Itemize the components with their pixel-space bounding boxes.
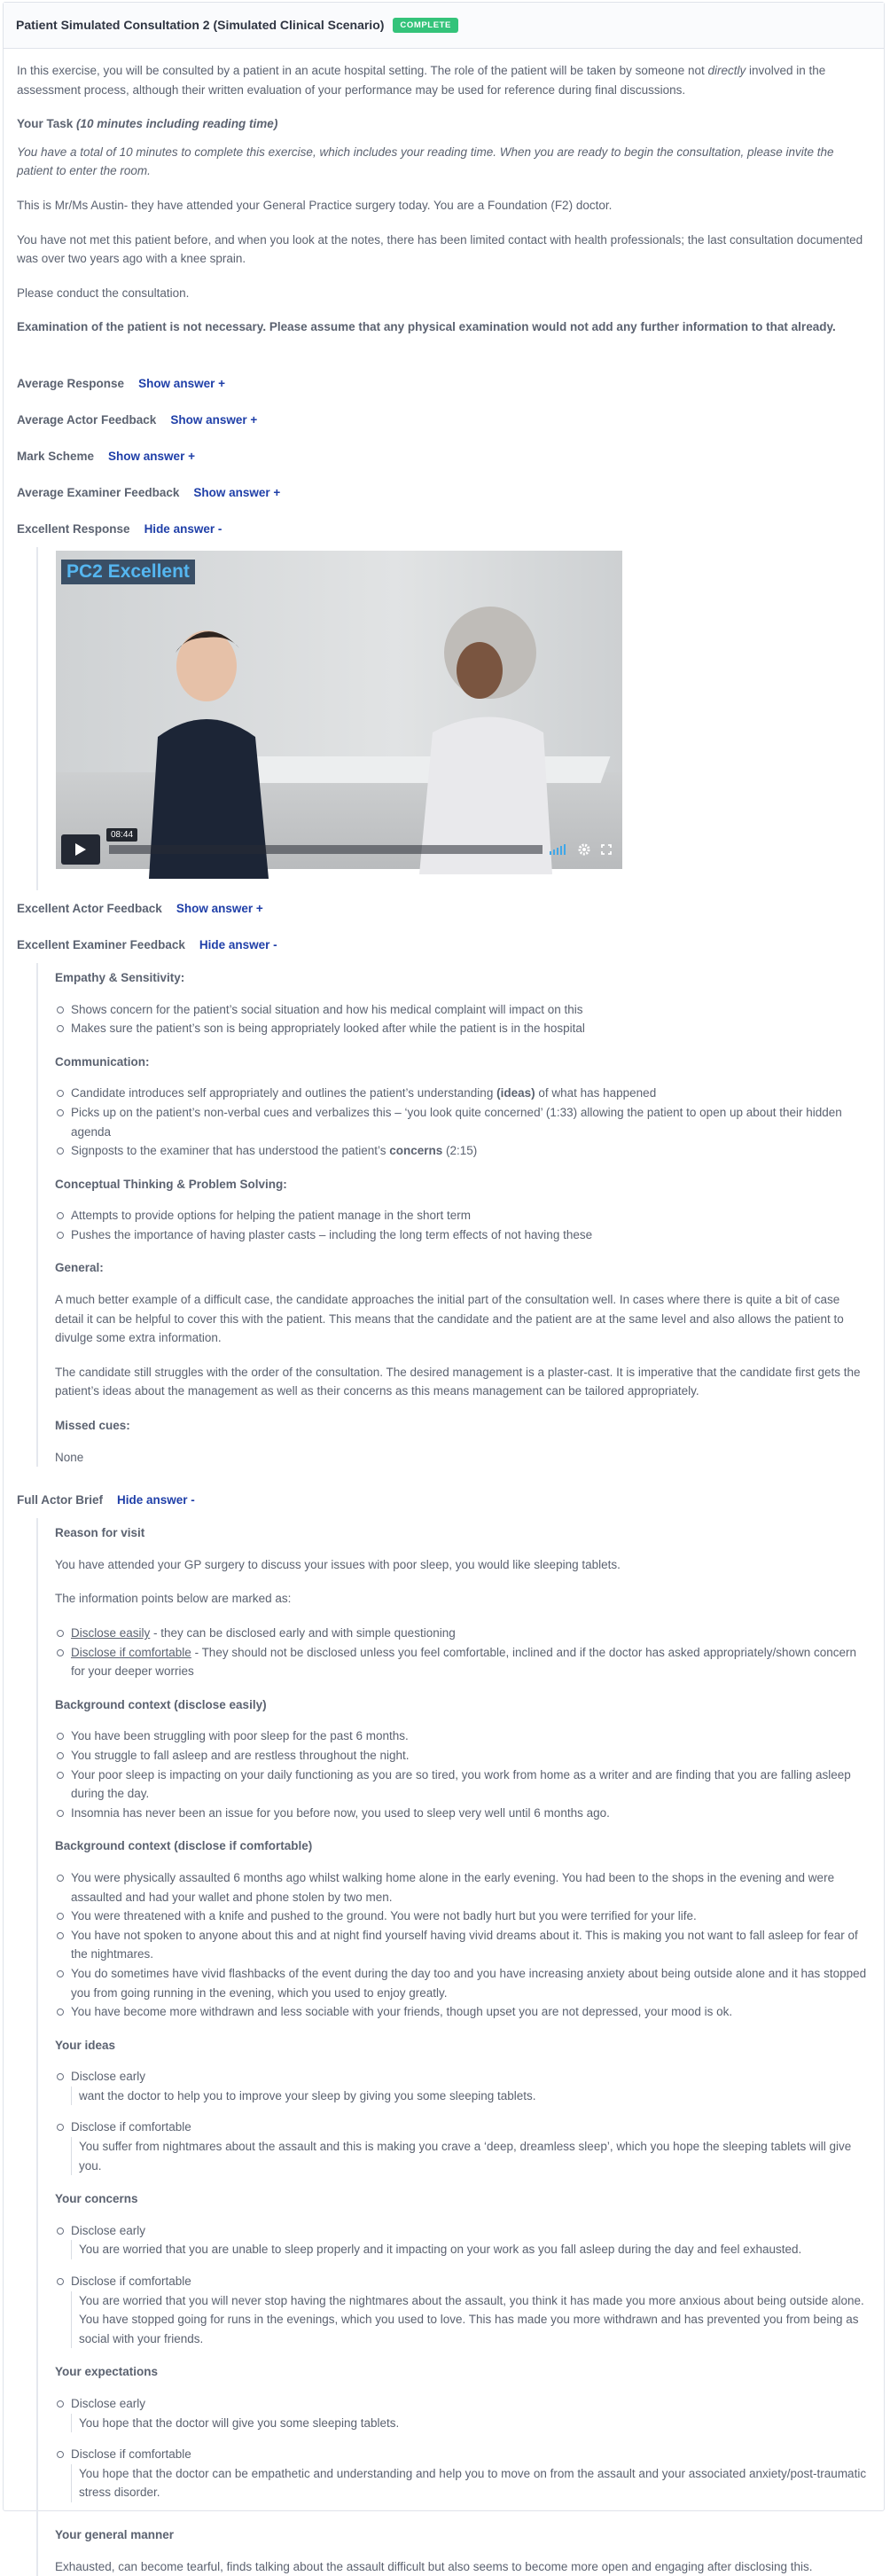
concerns-list	[55, 2221, 870, 2349]
list-item: You do sometimes have vivid flashbacks of the event during the day too and you have increasing anxiety about being outside alone and it has stopped you from going running in the evening, which you used to enjoy greatly.	[55, 1964, 870, 2002]
list-item: Disclose easily - they can be disclosed early and with simple questioning	[55, 1624, 870, 1643]
list-item: You have become more withdrawn and less sociable with your friends, though upset you are not depressed, your mood is ok.	[55, 2002, 870, 2022]
video-progress-bar[interactable]	[109, 829, 543, 854]
ideas-heading: Your ideas	[55, 2038, 116, 2052]
communication-list	[55, 1084, 870, 1160]
marked-text: The information points below are marked as:	[55, 1592, 292, 1606]
list-item: Pushes the importance of having plaster casts – including the long term effects of not having these	[55, 1225, 870, 1245]
ideas-list	[55, 2067, 870, 2175]
expectations-heading: Your expectations	[55, 2365, 159, 2379]
concerns-heading: Your concerns	[55, 2192, 138, 2206]
list-item: Disclose if comfortable - They should not be disclosed unless you feel comfortable, inclined and if the doctor has asked appropriately/shown concern for your deeper worries	[55, 1643, 870, 1681]
general-heading: General:	[55, 1261, 104, 1275]
instruction-text: Please conduct the consultation.	[17, 286, 190, 300]
examiner-feedback-panel	[36, 963, 870, 1467]
notes-text: You have not met this patient before, and when you look at the notes, there has been limited contact with health professionals; the last consultation documented was over two years ago with a knee sprain.	[17, 232, 863, 266]
list-item: You have been struggling with poor sleep for the past 6 months.	[55, 1726, 870, 1746]
actor-brief-toggle[interactable]: Hide answer -	[117, 1492, 195, 1507]
list-item: You are worried that you are unable to sleep properly and it impacting on your work as you fall asleep during the day and feel exhausted.	[79, 2243, 802, 2257]
expectations-list	[55, 2394, 870, 2502]
card-header	[4, 3, 884, 49]
average-actor-label: Average Actor Feedback	[17, 412, 157, 427]
mark-scheme-toggle[interactable]: Show answer +	[108, 449, 195, 463]
general-paragraph: The candidate still struggles with the order of the consultation. The desired management is a plaster-cast. It is imperative that the candidate first gets the patient’s ideas about the management as well as their concerns as this means management can be tailored appropriately.	[55, 1365, 861, 1398]
average-examiner-label: Average Examiner Feedback	[17, 485, 180, 499]
task-heading: Your Task (10 minutes including reading time)	[17, 117, 278, 131]
list-item: Picks up on the patient’s non-verbal cues and verbalizes this – ‘you look quite concerned’ (1:33) allowing the patient to open up about their hidden agenda	[55, 1103, 870, 1141]
empathy-list	[55, 1000, 870, 1038]
average-examiner-toggle[interactable]: Show answer +	[193, 485, 281, 499]
missed-cues-heading: Missed cues:	[55, 1419, 130, 1433]
list-item: Shows concern for the patient’s social situation and how his medical complaint will impact on this	[55, 1000, 870, 1020]
excellent-response-row	[17, 511, 870, 547]
actor-brief-row	[17, 1482, 870, 1518]
conceptual-heading: Conceptual Thinking & Problem Solving:	[55, 1177, 287, 1191]
card-body	[4, 49, 884, 2576]
excellent-response-toggle[interactable]: Hide answer -	[144, 521, 222, 536]
volume-icon[interactable]	[550, 844, 566, 855]
task-text: You have a total of 10 minutes to complete this exercise, which includes your reading time. When you are ready to begin the consultation, please invite the patient to enter the room.	[17, 145, 834, 178]
average-actor-toggle[interactable]: Show answer +	[170, 412, 258, 427]
reason-text: You have attended your GP surgery to discuss your issues with poor sleep, you would like sleeping tablets.	[55, 1557, 621, 1571]
list-item: You hope that the doctor can be empathetic and understanding and help you to move on from the assault and your associated anxiety/post-traumatic stress disorder.	[79, 2466, 867, 2500]
list-item: You are worried that you will never stop having the nightmares about the assault, you think it has made you more anxious about being outside alone. You have stopped going for runs in the evenings, which you used to love. This has made you more withdrawn and has prevented you from being as social with your friends.	[79, 2293, 864, 2345]
list-item: Signposts to the examiner that has understood the patient’s concerns (2:15)	[55, 1141, 870, 1161]
general-paragraph: A much better example of a difficult case, the candidate approaches the initial part of the consultation well. In cases where there is quite a bit of case detail it can be helpful to cover this with the patient. This means that the candidate and the patient are at the same level and also allows the patient to divulge some extra information.	[55, 1293, 844, 1345]
excellent-examiner-label: Excellent Examiner Feedback	[17, 937, 185, 951]
average-response-label: Average Response	[17, 376, 125, 390]
list-item: Disclose if comfortable You hope that the doctor can be empathetic and understanding and help you to move on from the assault and your associated anxiety/post-traumatic stress disorder.	[55, 2445, 870, 2502]
communication-heading: Communication:	[55, 1054, 150, 1069]
average-response-toggle[interactable]: Show answer +	[138, 376, 225, 390]
background-easy-list	[55, 1726, 870, 1822]
excellent-response-panel	[36, 547, 870, 890]
manner-text: Exhausted, can become tearful, finds talking about the assault difficult but also seems to become more open and engaging after disclosing this.	[55, 2559, 813, 2573]
intro-paragraph: In this exercise, you will be consulted by a patient in an acute hospital setting. The role of the patient will be taken by someone not directly involved in the assessment process, although their written evaluation of your performance may be used for reference during final discussions.	[17, 64, 826, 97]
list-item: Disclose if comfortable You are worried that you will never stop having the nightmares about the assault, you think it has made you more anxious about being outside alone. You have stopped going for runs in the evenings, which you used to love. This has made you more withdrawn and has prevented you from being as social with your friends.	[55, 2272, 870, 2348]
fullscreen-icon[interactable]	[601, 844, 612, 855]
list-item: Attempts to provide options for helping the patient manage in the short term	[55, 1206, 870, 1225]
excellent-examiner-row	[17, 927, 870, 963]
mark-scheme-row	[17, 438, 870, 474]
page-title: Patient Simulated Consultation 2 (Simulated Clinical Scenario)	[16, 18, 385, 33]
video-title-overlay: PC2 Excellent	[61, 560, 195, 584]
background-easy-heading: Background context (disclose easily)	[55, 1697, 267, 1711]
excellent-examiner-toggle[interactable]: Hide answer -	[199, 937, 277, 951]
list-item: You suffer from nightmares about the assault and this is making you crave a ‘deep, dreamless sleep’, which you hope the sleeping tablets will give you.	[79, 2140, 852, 2173]
list-item: Disclose if comfortable You suffer from nightmares about the assault and this is making you crave a ‘deep, dreamless sleep’, which you hope the sleeping tablets will give you.	[55, 2118, 870, 2175]
video-player[interactable]	[56, 551, 622, 869]
patient-intro: This is Mr/Ms Austin- they have attended your General Practice surgery today. You are a Foundation (F2) doctor.	[17, 198, 613, 212]
actor-brief-label: Full Actor Brief	[17, 1492, 104, 1507]
list-item: Candidate introduces self appropriately and outlines the patient’s understanding (ideas) of what has happened	[55, 1084, 870, 1103]
disclosure-key-list	[55, 1624, 870, 1681]
mark-scheme-label: Mark Scheme	[17, 449, 95, 463]
list-item: Insomnia has never been an issue for you before now, you used to sleep very well until 6 months ago.	[55, 1804, 870, 1823]
conceptual-list	[55, 1206, 870, 1244]
gear-icon[interactable]	[578, 843, 590, 856]
reason-heading: Reason for visit	[55, 1526, 145, 1540]
missed-cues-text: None	[55, 1450, 84, 1464]
list-item: You have not spoken to anyone about this and at night find yourself having vivid dreams about it. This is making you not want to fall asleep for fear of the nightmares.	[55, 1926, 870, 1964]
list-item: You hope that the doctor will give you some sleeping tablets.	[79, 2415, 400, 2430]
list-item: want the doctor to help you to improve your sleep by giving you some sleeping tablets.	[79, 2088, 536, 2102]
list-item: Your poor sleep is impacting on your daily functioning as you are so tired, you work from home as a writer and are finding that you are falling asleep during the day.	[55, 1766, 870, 1804]
excellent-response-label: Excellent Response	[17, 521, 130, 536]
list-item: Disclose early want the doctor to help you to improve your sleep by giving you some sleeping tablets.	[55, 2067, 870, 2105]
average-response-row	[17, 365, 870, 402]
average-examiner-row	[17, 474, 870, 511]
video-controls	[56, 830, 622, 869]
list-item: Disclose early You hope that the doctor will give you some sleeping tablets.	[55, 2394, 870, 2432]
list-item: You were physically assaulted 6 months ago whilst walking home alone in the early evening. You had been to the shops in the evening and were assaulted and had your wallet and phone stolen by two men.	[55, 1868, 870, 1907]
list-item: You struggle to fall asleep and are restless throughout the night.	[55, 1746, 870, 1766]
average-actor-row	[17, 402, 870, 438]
excellent-actor-toggle[interactable]: Show answer +	[176, 901, 263, 915]
background-comfortable-list	[55, 1868, 870, 2022]
list-item: You were threatened with a knife and pushed to the ground. You were not badly hurt but you were terrified for your life.	[55, 1907, 870, 1926]
empathy-heading: Empathy & Sensitivity:	[55, 970, 185, 984]
excellent-actor-label: Excellent Actor Feedback	[17, 901, 162, 915]
status-badge: COMPLETE	[393, 18, 458, 33]
background-comfortable-heading: Background context (disclose if comfortable)	[55, 1839, 313, 1853]
list-item: Makes sure the patient’s son is being appropriately looked after while the patient is in the hospital	[55, 1019, 870, 1038]
excellent-actor-row	[17, 890, 870, 927]
actor-brief-panel	[36, 1518, 870, 2576]
video-duration: 08:44	[106, 828, 137, 842]
manner-heading: Your general manner	[55, 2527, 175, 2541]
play-button[interactable]	[61, 834, 100, 865]
consultation-card	[3, 2, 885, 2573]
exam-note: Examination of the patient is not necessary. Please assume that any physical examination would not add any further information to that already.	[17, 320, 836, 334]
list-item: Disclose early You are worried that you are unable to sleep properly and it impacting on your work as you fall asleep during the day and feel exhausted.	[55, 2221, 870, 2259]
play-icon	[74, 842, 87, 857]
